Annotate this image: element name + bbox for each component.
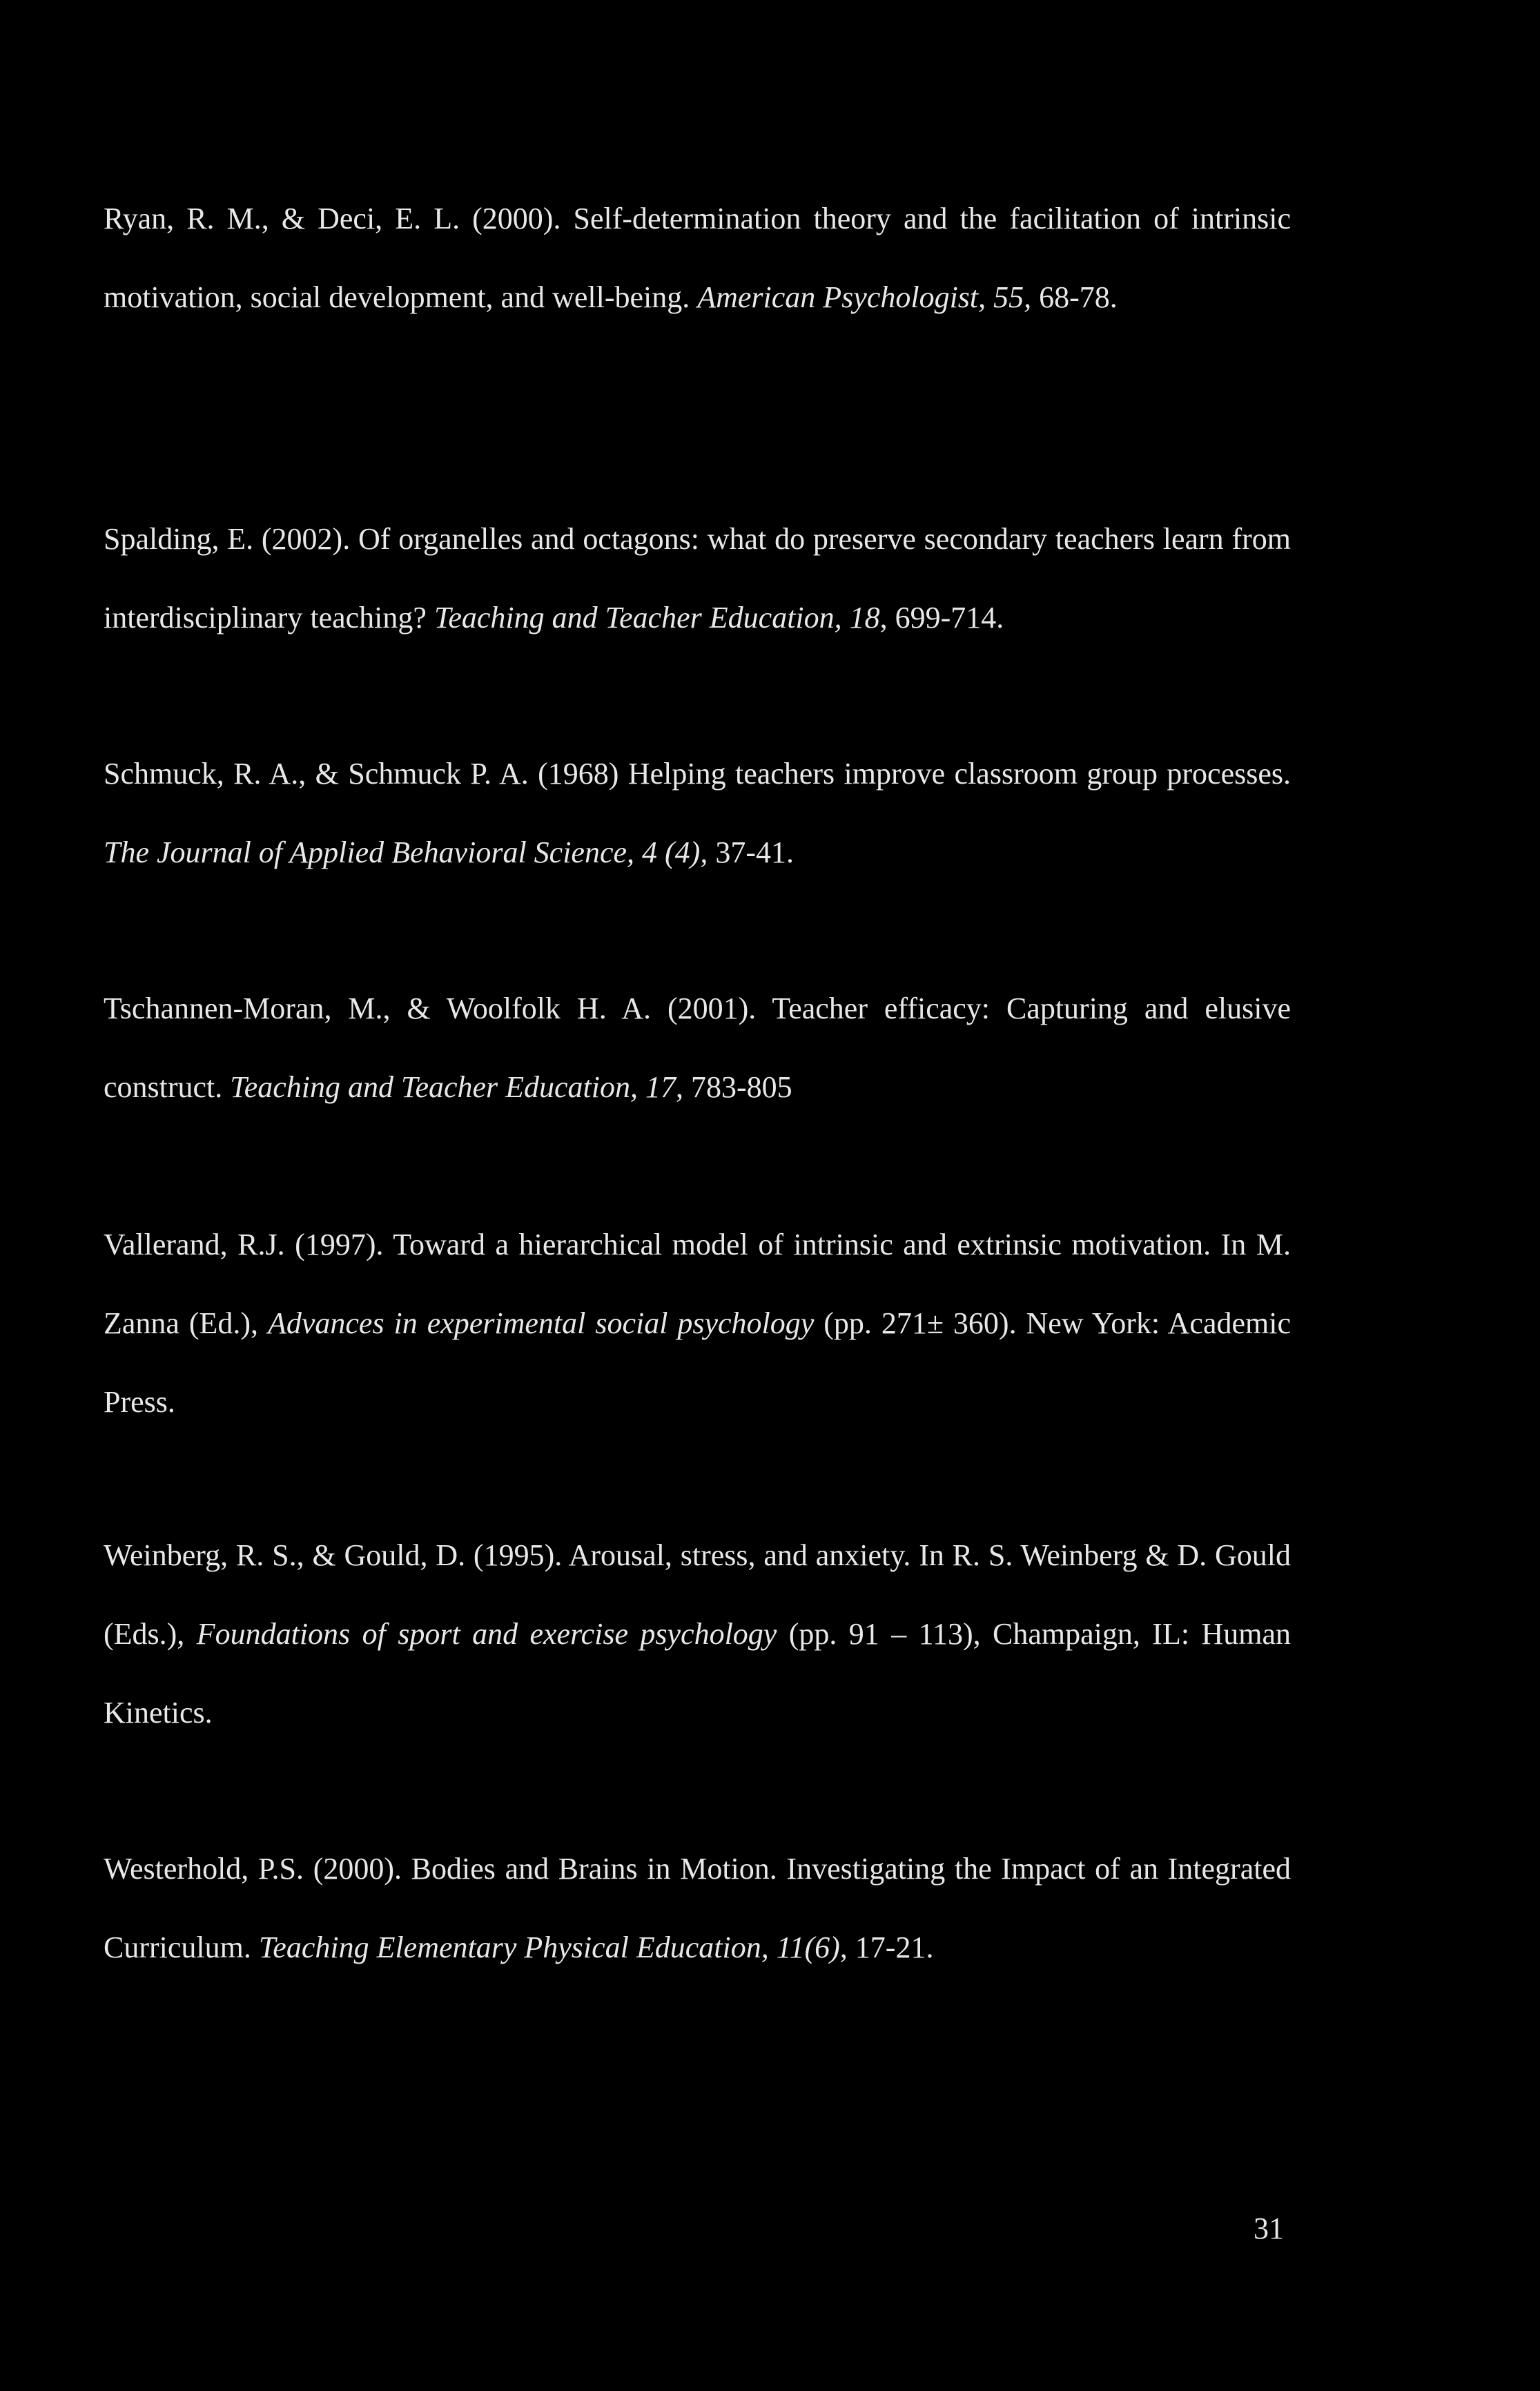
reference-text: Spalding, E. (2002). Of organelles and octagons: what do preserve secondary teachers learn from interdisciplinary teaching?: [104, 522, 1291, 635]
reference-source: Teaching and Teacher Education, 17: [230, 1070, 676, 1104]
reference-source: Advances in experimental social psychology: [268, 1306, 815, 1340]
reference-text: Weinberg, R. S., & Gould, D. (1995). Arousal, stress, and anxiety. In R. S. Weinberg & D. Gould (Eds.),: [104, 1538, 1291, 1651]
reference-pages: 17-21.: [847, 1930, 934, 1964]
reference-weinberg-gould: [104, 1516, 1291, 1752]
reference-pages: , 783-805: [676, 1070, 792, 1104]
reference-text: Vallerand, R.J. (1997). Toward a hierarchical model of intrinsic and extrinsic motivation. In M. Zanna (Ed.),: [104, 1228, 1291, 1340]
reference-source: American Psychologist, 55,: [697, 280, 1032, 314]
reference-text: Tschannen-Moran, M., & Woolfolk H. A. (2001). Teacher efficacy: Capturing and elusive construct.: [104, 991, 1291, 1104]
page-number: 31: [1254, 2211, 1284, 2245]
reference-vallerand: [104, 1206, 1291, 1442]
reference-source: Teaching and Teacher Education, 18: [433, 601, 880, 635]
reference-source: Teaching Elementary Physical Education, 11(6),: [258, 1930, 848, 1964]
reference-text: Schmuck, R. A., & Schmuck P. A. (1968) Helping teachers improve classroom group processes.: [104, 757, 1291, 791]
reference-schmuck: [104, 735, 1291, 892]
reference-tschannen-moran: [104, 969, 1291, 1127]
reference-ryan-deci: [104, 180, 1291, 337]
reference-source: Foundations of sport and exercise psychology: [196, 1617, 777, 1651]
reference-westerhold: [104, 1830, 1291, 1987]
reference-source: The Journal of Applied Behavioral Science, 4 (4),: [104, 835, 708, 869]
reference-text: Westerhold, P.S. (2000). Bodies and Brains in Motion. Investigating the Impact of an Integrated Curriculum.: [104, 1852, 1291, 1964]
reference-text: Ryan, R. M., & Deci, E. L. (2000). Self-determination theory and the facilitation of intrinsic motivation, social development, and well-being.: [104, 202, 1291, 314]
reference-pages: (pp. 271± 360). New York: Academic Press.: [104, 1306, 1291, 1419]
reference-pages: 68-78.: [1031, 280, 1118, 314]
reference-pages: , 699-714.: [879, 601, 1004, 635]
reference-pages: (pp. 91 – 113), Champaign, IL: Human Kinetics.: [104, 1617, 1291, 1730]
reference-pages: 37-41.: [708, 835, 794, 869]
reference-spalding: [104, 500, 1291, 657]
